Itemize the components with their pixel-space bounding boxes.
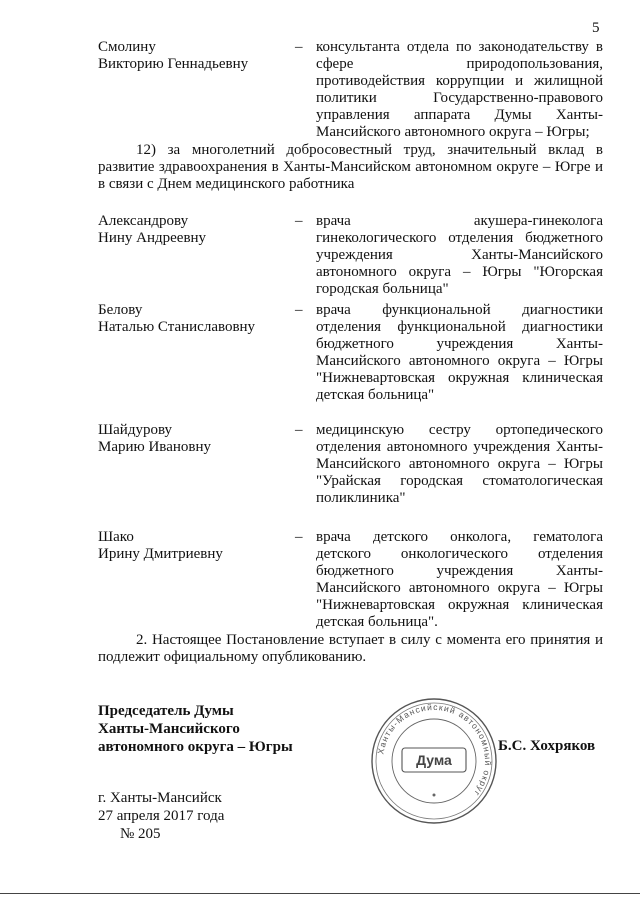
person-given-names: Викторию Геннадьевну xyxy=(98,56,249,72)
signature-title-line: автономного округа – Югры xyxy=(98,739,293,755)
paragraph-12: 12) за многолетний добросовестный труд, значительный вклад в развитие здравоохранения в Ханты-Мансийском автономном округе – Югре и в связи с Днем медицинского работника xyxy=(98,142,603,192)
person-surname: Шако xyxy=(98,529,134,545)
document-number: № 205 xyxy=(120,826,161,842)
person-position: консультанта отдела по законодательству в сфере природопользования, противодействия коррупции и жилищной политики Государственно-правового управления аппарата Думы Ханты-Мансийского автономного округа – Югры; xyxy=(316,39,603,140)
person-name xyxy=(98,213,283,247)
person-position: врача детского онколога, гематолога детского онкологического отделения бюджетного учреждения Ханты-Мансийского автономного округа – Югры "Нижневартовская окружная клиническая детская больница". xyxy=(316,529,603,630)
place-date-block xyxy=(98,789,224,843)
seal-center-text: Дума xyxy=(416,752,452,768)
person-name xyxy=(98,302,283,336)
person-surname: Смолину xyxy=(98,39,156,55)
signature-title-line: Председатель Думы xyxy=(98,703,234,719)
paragraph-2: 2. Настоящее Постановление вступает в силу с момента его принятия и подлежит официальному опубликованию. xyxy=(98,632,603,665)
person-surname: Александрову xyxy=(98,213,189,229)
dash-separator: – xyxy=(295,422,303,438)
person-surname: Шайдурову xyxy=(98,422,173,438)
person-given-names: Нину Андреевну xyxy=(98,230,207,246)
person-surname: Белову xyxy=(98,302,143,318)
signature-title xyxy=(98,702,293,756)
person-given-names: Ирину Дмитриевну xyxy=(98,546,223,562)
person-name xyxy=(98,529,283,563)
date: 27 апреля 2017 года xyxy=(98,808,225,824)
bottom-rule xyxy=(0,893,640,894)
dash-separator: – xyxy=(295,302,303,318)
person-given-names: Наталью Станиславовну xyxy=(98,319,256,335)
person-given-names: Марию Ивановну xyxy=(98,439,211,455)
seal-dot xyxy=(433,794,436,797)
person-position: медицинскую сестру ортопедического отделения автономного учреждения Ханты-Мансийского автономного округа – Югры "Урайская городская стоматологическая поликлиника" xyxy=(316,422,603,506)
dash-separator: – xyxy=(295,529,303,545)
page-number: 5 xyxy=(592,20,600,36)
signer-name: Б.С. Хохряков xyxy=(498,738,596,754)
city: г. Ханты-Мансийск xyxy=(98,790,222,806)
person-name xyxy=(98,39,283,73)
person-position: врача функциональной диагностики отделения функциональной диагностики бюджетного учреждения Ханты-Мансийского автономного округа – Югры "Нижневартовская окружная клиническая детская больница" xyxy=(316,302,603,403)
signature-title-line: Ханты-Мансийского xyxy=(98,721,240,737)
seal-ring-text: Ханты-Мансийский автономный округ xyxy=(375,701,494,799)
dash-separator: – xyxy=(295,213,303,229)
official-seal xyxy=(368,695,500,827)
person-position: врача акушера-гинеколога гинекологического отделения бюджетного учреждения Ханты-Мансийского автономного округа – Югры "Югорская городская больница" xyxy=(316,213,603,297)
person-name xyxy=(98,422,283,456)
dash-separator: – xyxy=(295,39,303,55)
